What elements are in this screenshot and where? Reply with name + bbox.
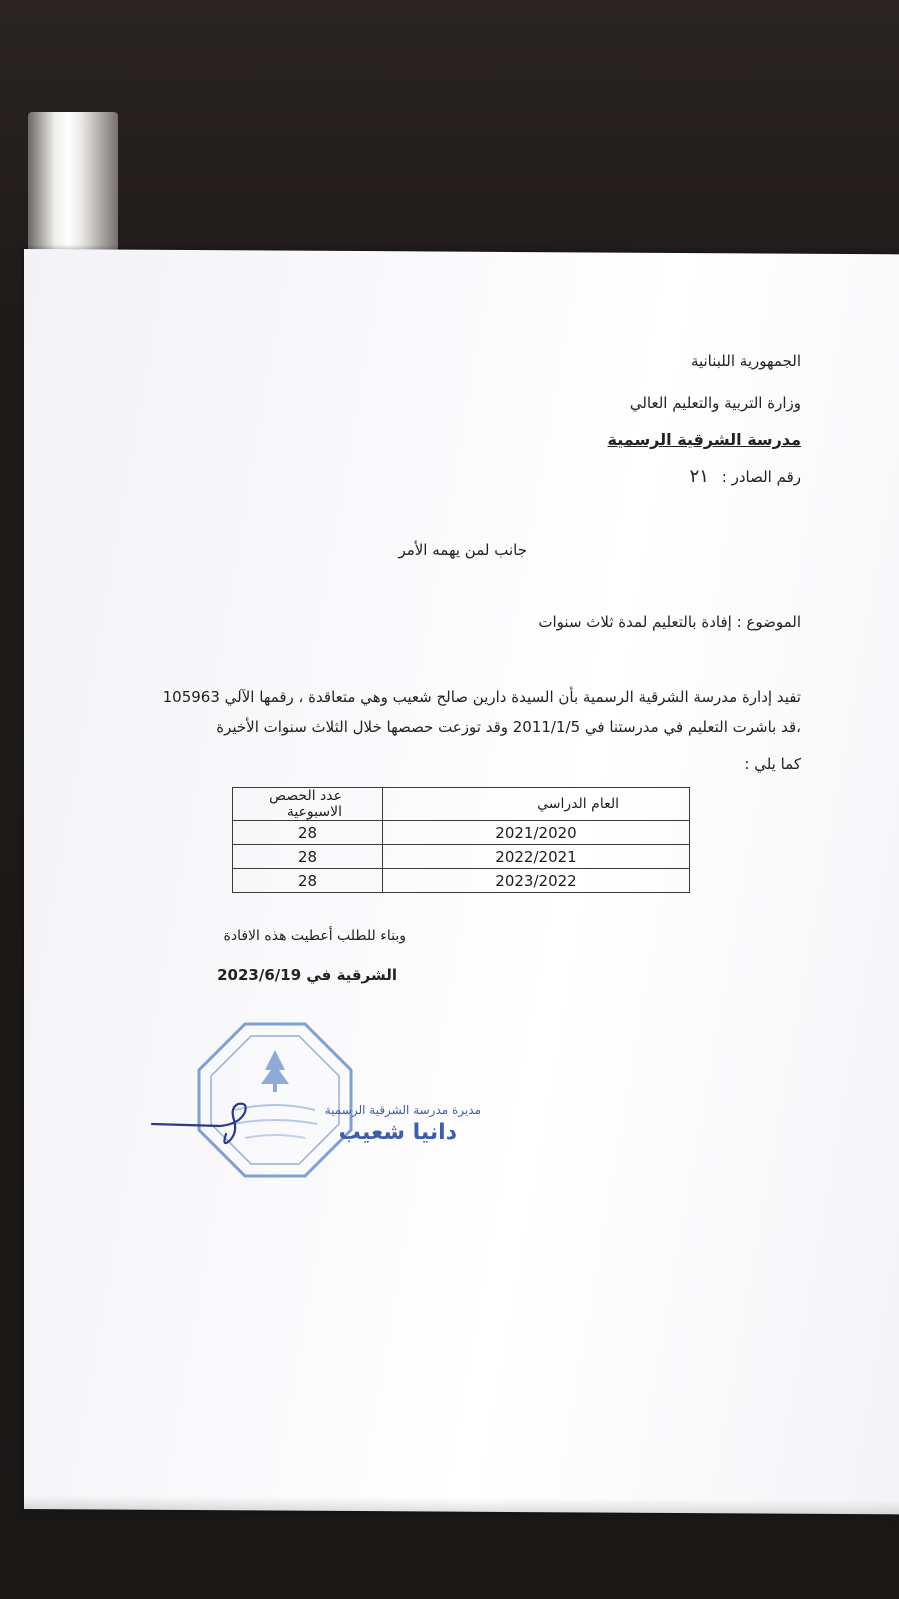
cedar-icon: [261, 1050, 289, 1084]
handwritten-signature: [150, 1090, 270, 1150]
school-heading: مدرسة الشرقية الرسمية: [607, 430, 801, 449]
table-row: [233, 869, 690, 893]
body-paragraph-line-1: تفيد إدارة مدرسة الشرقية الرسمية بأن السيدة دارين صالح شعيب وهي متعاقدة ، رقمها الآلي 105963: [162, 688, 801, 706]
body-paragraph-line-2: ،قد باشرت التعليم في مدرستنا في 2011/1/5 وقد توزعت حصصها خلال الثلاث سنوات الأخيرة: [216, 718, 801, 736]
table-row: [233, 845, 690, 869]
cell-year: 2022/2021: [383, 845, 690, 869]
closing-statement: وبناء للطلب أعطيت هذه الافادة: [223, 928, 406, 944]
cell-hours: 28: [233, 869, 383, 893]
country-heading: الجمهورية اللبنانية: [690, 352, 801, 370]
cell-year: 2023/2022: [383, 869, 690, 893]
subject-line: الموضوع : إفادة بالتعليم لمدة ثلاث سنوات: [538, 613, 801, 631]
place-and-date: الشرقية في 2023/6/19: [217, 966, 397, 984]
signatory-name: دانيا شعيب: [338, 1120, 457, 1145]
table-row: [233, 821, 690, 845]
teaching-hours-table: [232, 787, 690, 893]
body-paragraph-line-3: كما يلي :: [744, 755, 801, 773]
table-header-row: [233, 788, 690, 821]
header-weekly-sessions: عدد الحصص الاسبوعية: [233, 788, 383, 821]
cell-hours: 28: [233, 845, 383, 869]
cell-hours: 28: [233, 821, 383, 845]
issue-label: رقم الصادر :: [721, 468, 801, 486]
issue-number-row: [690, 466, 801, 487]
addressee: جانب لمن يهمه الأمر: [398, 541, 527, 559]
ministry-heading: وزارة التربية والتعليم العالي: [629, 394, 801, 412]
issue-number: ٢١: [689, 466, 709, 487]
signatory-title: مديرة مدرسة الشرقية الرسمية: [324, 1103, 481, 1117]
header-academic-year: العام الدراسي: [383, 788, 690, 821]
cell-year: 2021/2020: [383, 821, 690, 845]
